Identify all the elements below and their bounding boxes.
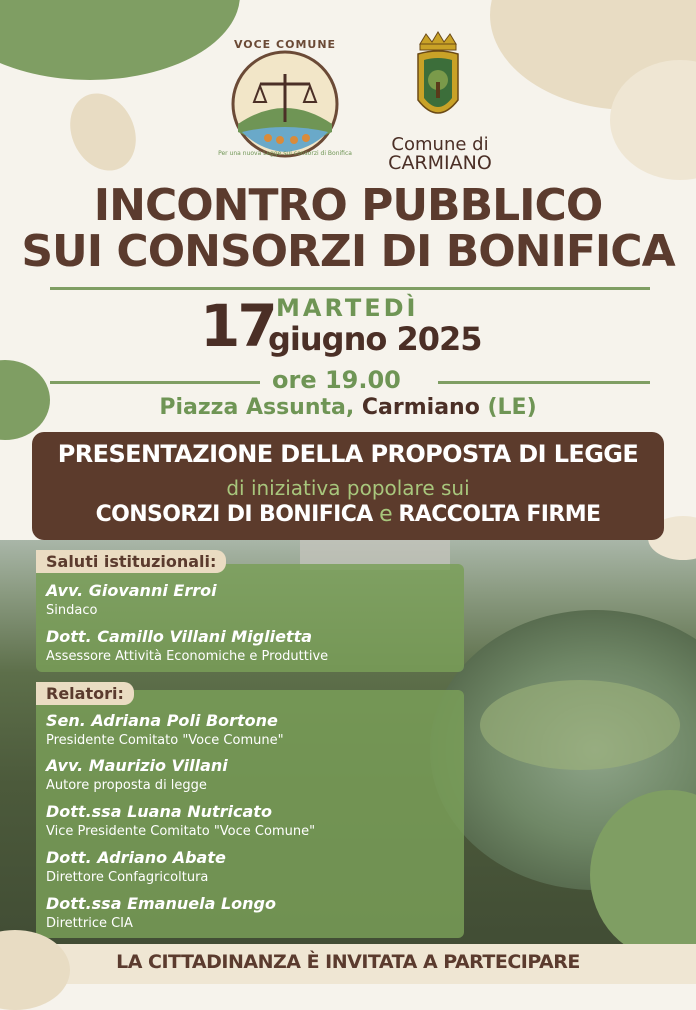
place-prefix: Piazza Assunta,	[159, 395, 362, 420]
divider-time-right	[438, 381, 650, 384]
date-month-year: giugno 2025	[268, 320, 482, 358]
event-time: ore 19.00	[272, 366, 401, 394]
banner-line-1: PRESENTAZIONE DELLA PROPOSTA DI LEGGE	[57, 440, 639, 468]
speaker-name-1: Sen. Adriana Poli Bortone	[46, 711, 278, 730]
banner-line-2: di iniziativa popolare sui	[226, 476, 470, 500]
place-suffix: (LE)	[479, 395, 537, 420]
footer-invitation: LA CITTADINANZA È INVITATA A PARTECIPARE	[116, 951, 580, 973]
speakers-label: Relatori:	[36, 682, 134, 705]
speaker-role-2: Autore proposta di legge	[46, 778, 207, 793]
headline-line-2: SUI CONSORZI DI BONIFICA	[21, 226, 675, 277]
date-weekday: MARTEDÌ	[276, 294, 419, 322]
speaker-name-4: Dott. Adriano Abate	[46, 848, 226, 867]
speaker-role-4: Direttore Confagricoltura	[46, 870, 209, 885]
speaker-name-3: Dott.ssa Luana Nutricato	[46, 802, 272, 821]
banner-and: e	[372, 502, 399, 527]
carmiano-crest-icon	[410, 30, 466, 132]
greeting-role-1: Sindaco	[46, 603, 98, 618]
speaker-role-3: Vice Presidente Comitato "Voce Comune"	[46, 824, 316, 839]
greetings-label: Saluti istituzionali:	[36, 550, 226, 573]
comune-label: Comune di	[391, 134, 489, 155]
headline-line-1: INCONTRO PUBBLICO	[93, 180, 603, 231]
banner-line-3	[32, 502, 664, 527]
decor-blob-beige-left	[58, 83, 148, 182]
speaker-role-5: Direttrice CIA	[46, 916, 133, 931]
greeting-name-2: Dott. Camillo Villani Miglietta	[46, 627, 313, 646]
greeting-role-2: Assessore Attività Economiche e Produttive	[46, 649, 329, 664]
town-label: CARMIANO	[388, 152, 492, 174]
divider-time-left	[50, 381, 260, 384]
logo-arc-top: VOCE COMUNE	[233, 38, 337, 51]
speaker-role-1: Presidente Comitato "Voce Comune"	[46, 733, 284, 748]
place-town: Carmiano	[361, 395, 480, 420]
banner-firme: RACCOLTA FIRME	[398, 502, 601, 527]
proposal-banner	[32, 432, 664, 540]
banner-consorzi: CONSORZI DI BONIFICA	[95, 502, 373, 527]
decor-blob-top-left	[0, 0, 240, 80]
speaker-name-2: Avv. Maurizio Villani	[46, 756, 228, 775]
event-place	[0, 395, 696, 420]
speaker-name-5: Dott.ssa Emanuela Longo	[46, 894, 276, 913]
logo-arc-bottom: Per una nuova Legge sui consorzi di Bonifica	[218, 150, 352, 157]
divider-top	[50, 287, 650, 290]
greeting-name-1: Avv. Giovanni Erroi	[46, 581, 217, 600]
pond-algae	[480, 680, 680, 770]
voce-comune-logo	[210, 32, 360, 162]
date-day-number: 17	[200, 292, 275, 360]
